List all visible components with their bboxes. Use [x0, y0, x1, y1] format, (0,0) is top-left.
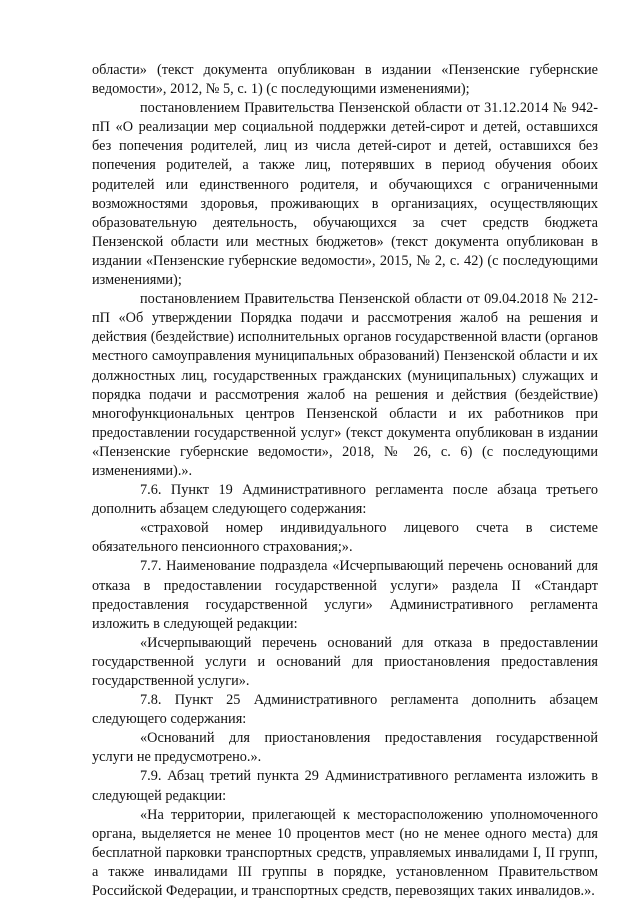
paragraph-continuation: области» (текст документа опубликован в издании «Пензенские губернские ведомости», 2012, № 5, с. 1) (с последующими изменениями); [92, 62, 598, 98]
paragraph-item-7-9: 7.9. Абзац третий пункта 29 Административного регламента изложить в следующей редакции: [92, 768, 598, 804]
paragraph-quote-7-8: «Оснований для приостановления предоставления государственной услуги не предусмотрено.». [92, 730, 598, 766]
paragraph-item-7-8: 7.8. Пункт 25 Административного регламента дополнить абзацем следующего содержания: [92, 692, 598, 728]
paragraph-quote-7-9: «На территории, прилегающей к месторасположению уполномоченного органа, выделяется не менее 10 процентов мест (но не менее одного места) для бесплатной парковки транспортных средств, управляемых инвалидами I, II групп, а также инвалидами III группы в порядке, установленном Правительством Российской Федерации, и транспортных средств, перевозящих таких инвалидов.». [92, 806, 598, 900]
paragraph-item-7-7: 7.7. Наименование подраздела «Исчерпывающий перечень оснований для отказа в предоставлении государственной услуги» раздела II «Стандарт предоставления государственной услуги» Административного регламента изложить в следующей редакции: [92, 558, 598, 632]
paragraph-resolution-942: постановлением Правительства Пензенской области от 31.12.2014 № 942-пП «О реализации мер социальной поддержки детей-сирот и детей, оставшихся без попечения родителей, лиц из числа детей-сирот и детей, оставшихся без попечения родителей, а также лиц, потерявших в период обучения обоих родителей или единственного родителя, и обучающихся с ограниченными возможностями здоровья, проживающих в организациях, осуществляющих образовательную деятельность, обучающихся за счет средств бюджета Пензенской области или местных бюджетов» (текст документа опубликован в издании «Пензенские губернские ведомости», 2015, № 2, с. 42) (с последующими изменениями); [92, 100, 598, 289]
paragraph-quote-7-7: «Исчерпывающий перечень оснований для отказа в предоставлении государственной услуги и оснований для приостановления предоставления государственной услуги». [92, 634, 598, 689]
paragraph-resolution-212: постановлением Правительства Пензенской области от 09.04.2018 № 212-пП «Об утверждении Порядка подачи и рассмотрения жалоб на решения и действия (бездействие) исполнительных органов государственной власти (органов местного самоуправления муниципальных образований) Пензенской области и их должностных лиц, государственных гражданских (муниципальных) служащих и порядка подачи и рассмотрения жалоб на решения и действия (бездействие) многофункциональных центров Пензенской области и их работников при предоставлении государственной услуг» (текст документа опубликован в издании «Пензенские губернские ведомости», 2018, № 26, с. 6) (с последующими изменениями).». [92, 291, 598, 479]
paragraph-quote-7-6: «страховой номер индивидуального лицевого счета в системе обязательного пенсионного страхования;». [92, 520, 598, 556]
document-body [92, 61, 598, 901]
paragraph-item-7-6: 7.6. Пункт 19 Административного регламента после абзаца третьего дополнить абзацем следующего содержания: [92, 482, 598, 518]
